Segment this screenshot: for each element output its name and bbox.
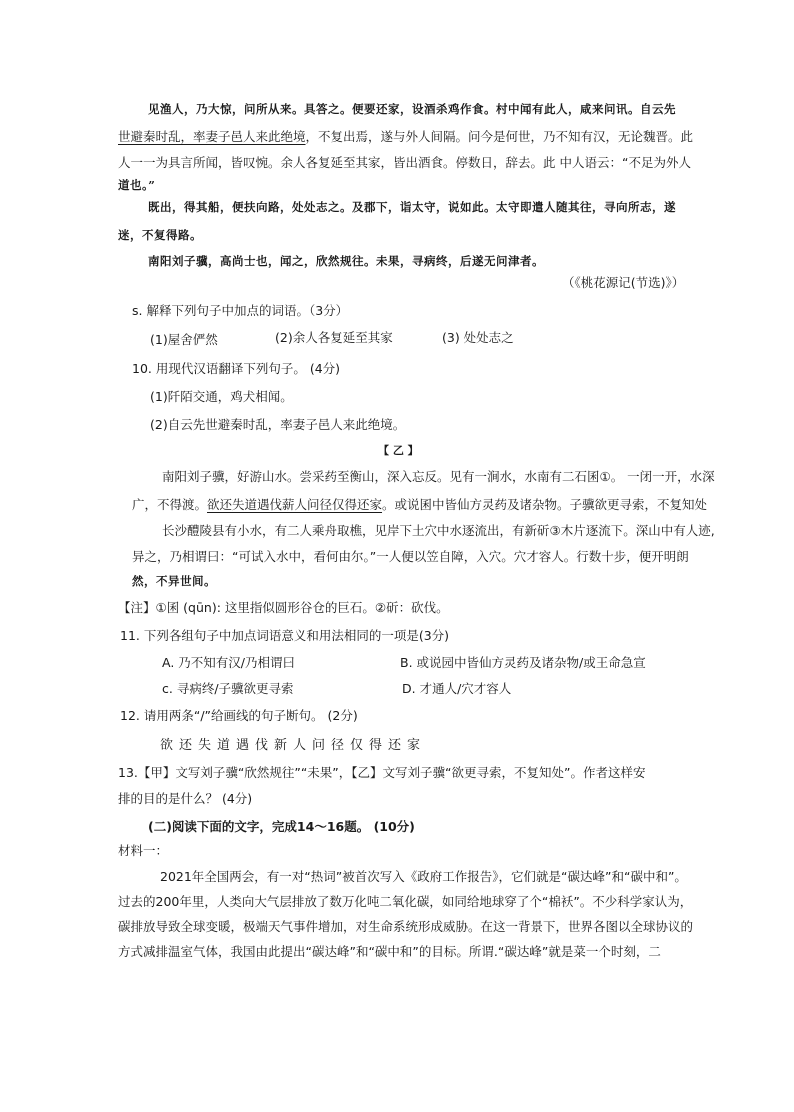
material-1-label: 材料一： [118,843,169,858]
passage-yi-line-2-post: 。或说囷中皆仙方灵药及诸杂物。子骥欲更寻索，不复知处 [382,497,708,512]
passage-jia-line-5: 既出，得其船，便扶向路，处处志之。及郡下，诣太守，说如此。太守即遣人随其往，寻向所志，遂 [148,200,676,214]
question-9-option-1: (1)屋舍俨然 [150,332,218,347]
question-13-line-2: 排的目的是什么？ (4分) [118,791,253,806]
material-1-line-2: 过去的200年里，人类向大气层排放了数万化吨二氧化碳，如同给地球穿了个“棉袄”。不少科学家认为， [118,894,693,909]
material-1-line-4: 方式减排温室气体，我国由此提出“碳达峰”和“碳中和”的目标。所谓.“碳达峰”就是菜一个时刻，二 [118,944,661,959]
question-10-sentence-1: (1)阡陌交通，鸡犬相闻。 [150,389,293,404]
passage-jia-line-3: 人一一为具言所闻，皆叹惋。余人各复延至其家，皆出酒食。停数日，辞去。此 中人语云：“不足为外人 [118,155,691,170]
question-12-sentence: 欲还失道遇伐新人问径仅得还家 [160,738,427,753]
annotation-note: 【注】①囷 (qūn): 这里指似圆形谷仓的巨石。②斫：砍伐。 [118,600,449,615]
underlined-sentence: 世避秦时乱，率妻子邑人来此绝境 [118,129,306,144]
passage-yi-line-5: 然，不异世间。 [132,574,216,588]
question-13-line-1: 13.【甲】文写刘子骥“欣然规往”“未果”，【乙】文写刘子骥“欲更寻索，不复知处”。作者这样安 [118,765,646,780]
source-citation: （《桃花源记(节选)》） [562,275,685,290]
passage-yi-line-3: 长沙醴陵县有小水，有二人乘舟取樵，见岸下土穴中水逐流出，有新斫③木片逐流下。深山中有人迹, [162,523,715,538]
passage-yi-line-2 [132,496,707,514]
underlined-sentence-yi: 欲还失道遇伐薪人问径仅得还家 [207,497,383,512]
passage-yi-line-1: 南阳刘子骥，好游山水。尝采药至衡山，深入忘反。见有一涧水，水南有二石囷①。 一闭一开，水深 [162,469,715,484]
passage-jia-line-6: 迷，不复得路。 [118,228,202,242]
passage-jia-line-2-rest: ，不复出焉，遂与外人间隔。问今是何世，乃不知有汉，无论魏晋。此 [305,129,694,144]
question-11-stem: 11. 下列各组句子中加点词语意义和用法相同的一项是(3分) [120,628,450,643]
material-1-line-1: 2021年全国两会，有一对“热词”被首次写入《政府工作报告》，它们就是“碳达峰”和“碳中和”。 [160,869,687,884]
passage-yi-heading: 【 乙 】 [378,444,419,457]
question-11-option-a: A. 乃不知有汉/乃相谓曰 [162,655,295,670]
section-2-heading: (二)阅读下面的文字，完成14～16题。 (10分) [148,819,415,834]
question-11-option-c: c. 寻病终/子骥欲更寻索 [162,681,294,696]
question-9-option-2: (2)余人各复延至其家 [275,330,393,345]
passage-jia-line-1: 见渔人，乃大惊，问所从来。具答之。便要还家，设酒杀鸡作食。村中闻有此人，咸来问讯。自云先 [148,102,676,116]
question-11-option-b: B. 或说园中皆仙方灵药及诸杂物/或王命急宣 [400,655,646,670]
passage-jia-line-2 [118,128,693,146]
question-10-stem: 10. 用现代汉语翻译下列句子。 (4分) [132,361,341,376]
question-12-stem: 12. 请用两条“/”给画线的句子断句。 (2分) [120,708,358,723]
passage-yi-line-4: 异之，乃相谓曰：“可试入水中，看何由尔。”一人便以笠自障，入穴。穴才容人。行数十步，便开明朗 [132,549,689,564]
question-9-option-3: (3) 处处志之 [442,330,514,345]
question-9-stem: s. 解释下列句子中加点的词语。（3分） [132,303,349,318]
question-11-option-d: D. 才通人/穴才容人 [402,681,512,696]
passage-jia-line-7: 南阳刘子骥，高尚士也，闻之，欣然规往。未果，寻病终，后遂无问津者。 [148,254,544,268]
question-10-sentence-2: (2)自云先世避秦时乱，率妻子邑人来此绝境。 [150,417,406,432]
passage-jia-line-4: 道也。” [118,178,156,192]
passage-yi-line-2-pre: 广，不得渡。 [132,497,208,512]
material-1-line-3: 碳排放导致全球变暖，极端天气事件增加，对生命系统形成威胁。在这一背景下，世界各图以全球协议的 [118,919,694,934]
